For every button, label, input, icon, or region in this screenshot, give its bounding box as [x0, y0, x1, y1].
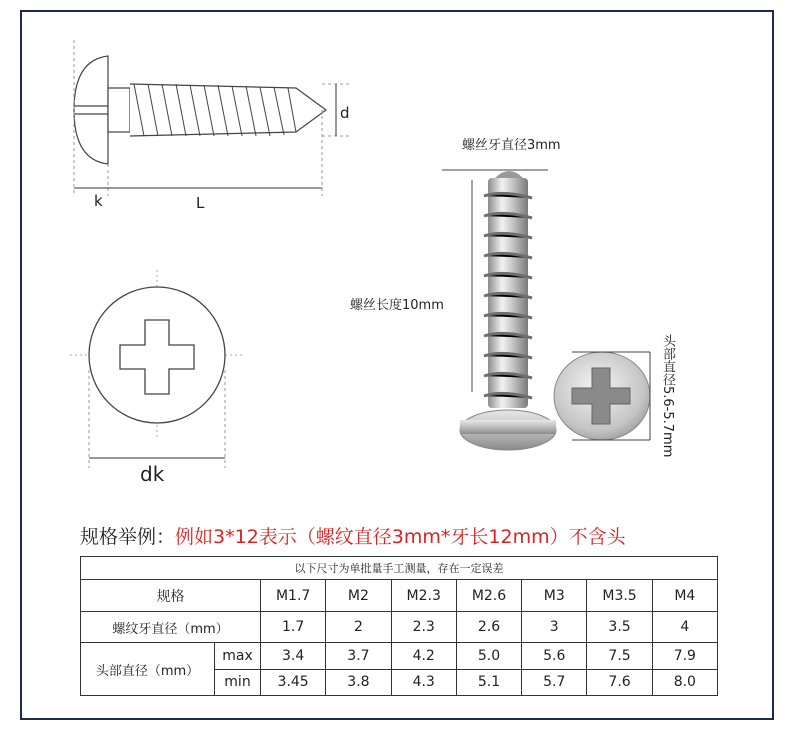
table-cell: 8.0: [652, 669, 717, 695]
table-row: [81, 612, 718, 643]
size-cell: M4: [652, 580, 717, 612]
size-cell: M2.3: [391, 580, 456, 612]
thread-row-label: 螺纹牙直径（mm）: [81, 612, 261, 643]
example-heading: 规格举例：: [80, 526, 176, 548]
dk-label: dk: [140, 462, 165, 486]
L-label: L: [196, 194, 205, 212]
example-text: 例如3*12表示（螺纹直径3mm*牙长12mm）不含头: [175, 526, 626, 548]
table-header-row: [81, 580, 718, 612]
photo-screw-head: [554, 352, 650, 440]
table-cell: 4.2: [391, 643, 456, 669]
d-label: d: [340, 104, 350, 122]
table-caption-row: [81, 557, 718, 580]
table-cell: 5.7: [522, 669, 587, 695]
k-label: k: [94, 192, 103, 210]
table-cell: 3.45: [261, 669, 326, 695]
spec-table: [80, 556, 718, 696]
max-label: max: [215, 643, 261, 669]
table-cell: 3.7: [326, 643, 391, 669]
head-diameter-label: 头部直径5.6-5.7mm: [660, 334, 675, 458]
table-cell: 2: [326, 612, 391, 643]
table-cell: 1.7: [261, 612, 326, 643]
table-cell: 5.1: [456, 669, 521, 695]
table-cell: 3.8: [326, 669, 391, 695]
size-cell: M2.6: [456, 580, 521, 612]
photo-screw: [442, 170, 556, 450]
table-cell: 7.6: [587, 669, 652, 695]
table-cell: 5.0: [456, 643, 521, 669]
table-cell: 7.5: [587, 643, 652, 669]
table-cell: 4: [652, 612, 717, 643]
table-cell: 4.3: [391, 669, 456, 695]
table-cell: 2.3: [391, 612, 456, 643]
size-cell: M3: [522, 580, 587, 612]
thread-diameter-label: 螺丝牙直径3mm: [462, 138, 561, 153]
size-cell: M2: [326, 580, 391, 612]
spec-header: 规格: [81, 580, 261, 612]
size-cell: M1.7: [261, 580, 326, 612]
spec-example: [80, 522, 626, 549]
table-cell: 7.9: [652, 643, 717, 669]
table-cell: 3.5: [587, 612, 652, 643]
thread-length-label: 螺丝长度10mm: [350, 298, 444, 313]
table-cell: 5.6: [522, 643, 587, 669]
min-label: min: [215, 669, 261, 695]
table-caption: 以下尺寸为单批量手工测量，存在一定误差: [81, 557, 718, 580]
table-cell: 3: [522, 612, 587, 643]
table-row: [81, 643, 718, 669]
top-view-head: [70, 270, 242, 468]
size-cell: M3.5: [587, 580, 652, 612]
table-cell: 3.4: [261, 643, 326, 669]
head-diameter-row-label: 头部直径（mm）: [81, 643, 215, 696]
side-view-screw: [74, 56, 326, 164]
table-cell: 2.6: [456, 612, 521, 643]
